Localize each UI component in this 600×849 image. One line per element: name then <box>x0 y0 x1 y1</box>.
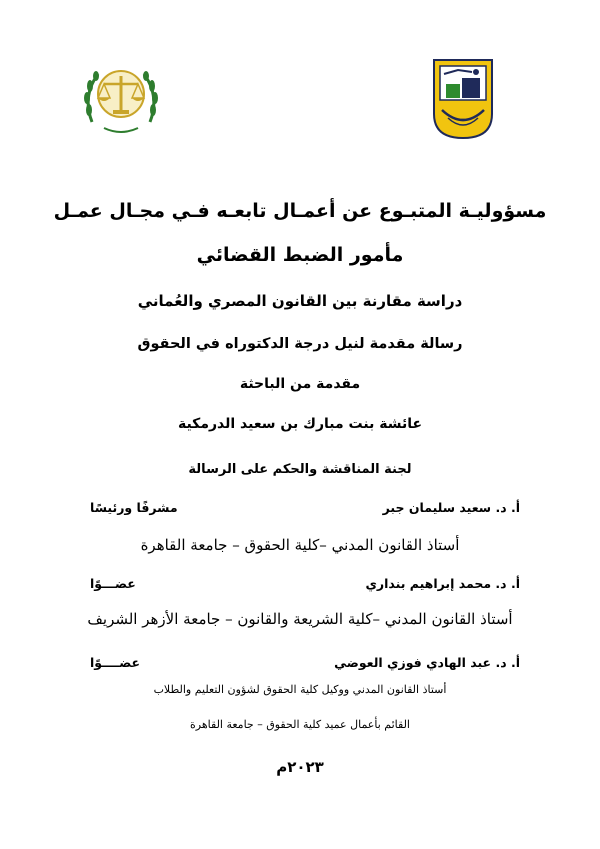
member-affiliation: أستاذ القانون المدني –كلية الحقوق – جامعة القاهرة <box>140 536 460 554</box>
member-affiliation-secondary: القائم بأعمال عميد كلية الحقوق – جامعة القاهرة <box>190 718 410 731</box>
member-name: أ. د. سعيد سليمان جبر <box>382 500 520 515</box>
study-type: دراسة مقارنة بين القانون المصري والعُماني <box>137 292 463 310</box>
thesis-title-line-2: مأمور الضبط القضائي <box>196 244 404 266</box>
year: ٢٠٢٣م <box>276 758 324 776</box>
researcher-name: عائشة بنت مبارك بن سعيد الدرمكية <box>177 416 423 432</box>
committee-heading: لجنة المناقشة والحكم على الرسالة <box>188 462 412 477</box>
thesis-title-line-1: مسؤوليـة المتبـوع عن أعمـال تابعـه فـي مجـال عمـل <box>53 200 547 222</box>
cairo-university-logo <box>432 58 494 140</box>
presented-by-label: مقدمة من الباحثة <box>239 376 361 392</box>
member-affiliation: أستاذ القانون المدني ووكيل كلية الحقوق لشؤون التعليم والطلاب <box>153 683 447 696</box>
faculty-of-law-logo <box>82 62 160 138</box>
member-name: أ. د. محمد إبراهيم بنداري <box>365 576 520 591</box>
degree-statement: رسالة مقدمة لنيل درجة الدكتوراه في الحقوق <box>137 336 463 352</box>
member-role: عضــــوًا <box>90 655 141 670</box>
member-role: مشرفًا ورئيسًا <box>90 500 178 515</box>
member-affiliation: أستاذ القانون المدني –كلية الشريعة والقانون – جامعة الأزهر الشريف <box>87 610 513 628</box>
member-name: أ. د. عبد الهادي فوزي العوضي <box>334 655 520 670</box>
member-role: عضـــوًا <box>90 576 136 591</box>
